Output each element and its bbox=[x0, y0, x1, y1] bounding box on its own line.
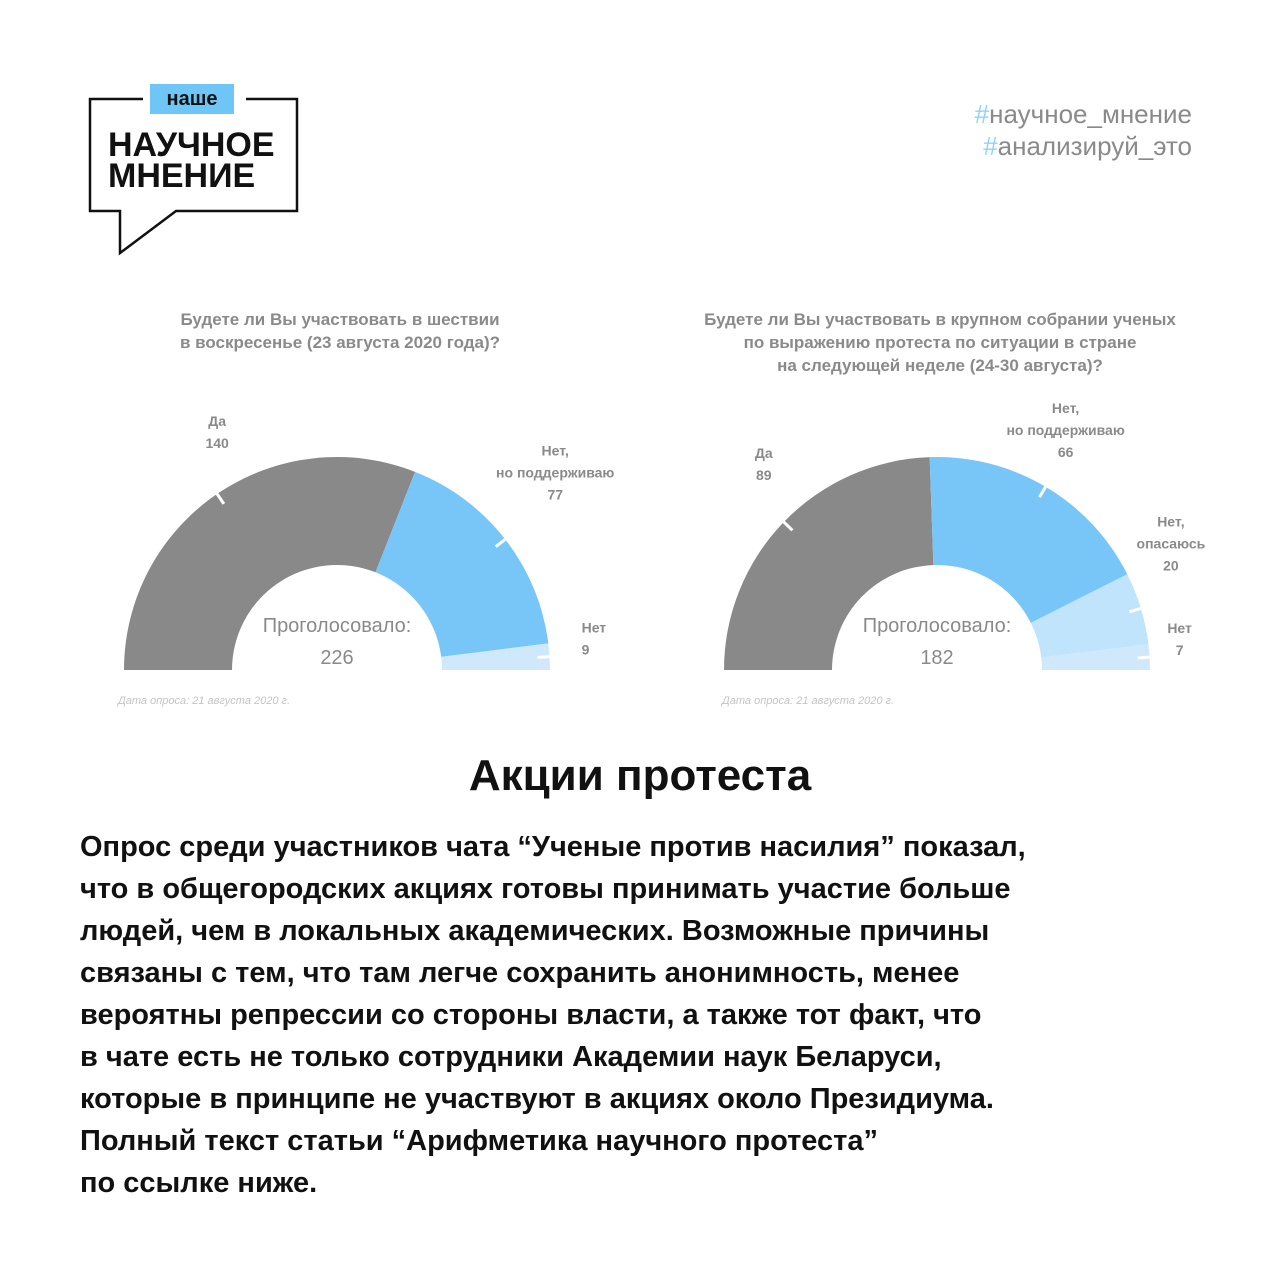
body-line: Полный текст статьи “Арифметика научного протеста” bbox=[80, 1125, 878, 1157]
center-label: Проголосовало: bbox=[862, 615, 1012, 637]
body-line: по ссылке ниже. bbox=[80, 1167, 318, 1199]
slice-tick-2 bbox=[538, 656, 562, 658]
hashtag-1[interactable]: #научное_мнение bbox=[974, 99, 1192, 129]
center-label: Проголосовало: bbox=[262, 615, 412, 637]
logo-small-text: наше bbox=[150, 84, 234, 114]
slice-0 bbox=[124, 457, 415, 670]
slice-category-label: Нет, bbox=[541, 442, 569, 459]
slice-0 bbox=[724, 457, 933, 670]
chart-title-line-2: по выражению протеста по ситуации в стране bbox=[743, 333, 1137, 352]
section-title: Акции протеста bbox=[468, 751, 812, 800]
slice-category-label: Нет bbox=[1167, 620, 1192, 637]
slice-tick-3 bbox=[1138, 656, 1162, 657]
body-line: которые в принципе не участвуют в акциях около Президиума. bbox=[80, 1083, 994, 1115]
hashtag-2[interactable]: #анализируй_это bbox=[983, 131, 1192, 161]
body-line: Опрос среди участников чата “Ученые против насилия” показал, bbox=[80, 831, 1026, 863]
slice-value-label: 77 bbox=[547, 486, 564, 503]
slice-value-label: 89 bbox=[756, 467, 772, 484]
logo-title-line-1: НАУЧНОЕ bbox=[108, 126, 275, 164]
chart-title-line-1: Будете ли Вы участвовать в шествии bbox=[180, 310, 500, 329]
body-text bbox=[80, 826, 1210, 1204]
body-line: что в общегородских акциях готовы принимать участие больше bbox=[80, 873, 1011, 905]
slice-value-label: 140 bbox=[205, 434, 229, 451]
logo bbox=[88, 82, 302, 257]
slice-category-label: Да bbox=[208, 412, 227, 429]
chart-title-line-1: Будете ли Вы участвовать в крупном собрании ученых bbox=[704, 310, 1176, 329]
logo-title-line-2: МНЕНИЕ bbox=[108, 157, 256, 195]
chart-march-participation bbox=[60, 300, 620, 730]
chart-title-line-3: на следующей неделе (24-30 августа)? bbox=[777, 356, 1103, 375]
body-line: в чате есть не только сотрудники Академии наук Беларуси, bbox=[80, 1041, 942, 1073]
half-donut-chart bbox=[660, 300, 1220, 730]
slice-category-label: но поддерживаю bbox=[1006, 421, 1125, 438]
half-donut-chart bbox=[60, 300, 620, 730]
survey-date: Дата опроса: 21 августа 2020 г. bbox=[118, 695, 291, 707]
hashtags bbox=[975, 98, 1192, 162]
slice-category-label: Нет, bbox=[1051, 399, 1080, 416]
slice-value-label: 7 bbox=[1175, 642, 1184, 659]
slice-value-label: 66 bbox=[1057, 443, 1074, 460]
body-line: людей, чем в локальных академических. Возможные причины bbox=[80, 915, 990, 947]
center-value: 182 bbox=[920, 647, 954, 669]
body-line: вероятны репрессии со стороны власти, а также тот факт, что bbox=[80, 999, 982, 1031]
slice-category-label: Да bbox=[754, 445, 773, 462]
slice-category-label: опасаюсь bbox=[1136, 535, 1206, 552]
slice-value-label: 9 bbox=[581, 641, 590, 658]
logo-title bbox=[108, 126, 288, 195]
slice-category-label: Нет, bbox=[1157, 513, 1185, 530]
slice-category-label: но поддерживаю bbox=[496, 464, 615, 481]
slice-value-label: 20 bbox=[1163, 557, 1179, 574]
survey-date: Дата опроса: 21 августа 2020 г. bbox=[722, 695, 895, 707]
body-line: связаны с тем, что там легче сохранить анонимность, менее bbox=[80, 957, 960, 989]
chart-assembly-participation bbox=[660, 300, 1220, 730]
center-value: 226 bbox=[320, 647, 354, 669]
chart-title-line-2: в воскресенье (23 августа 2020 года)? bbox=[179, 333, 501, 352]
slice-category-label: Нет bbox=[581, 619, 607, 636]
